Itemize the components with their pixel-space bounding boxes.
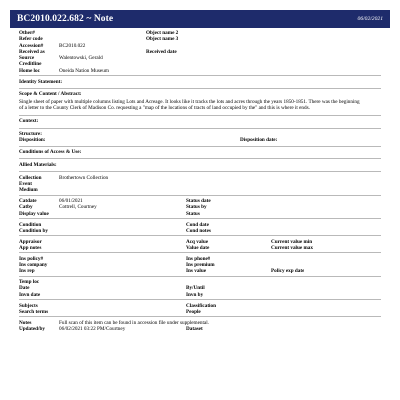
disposition-label: Disposition: (19, 137, 46, 144)
home-loc-label: Home loc (19, 67, 40, 74)
subjects-label: Subjects (19, 302, 38, 309)
updated-by-value: 06/02/2021 03:22 PM/Courtney (59, 325, 126, 332)
object-name2-label: Object name 2 (146, 30, 179, 36)
divider (19, 74, 381, 76)
catdate-value: 06/01/2021 (59, 198, 83, 205)
divider (19, 85, 381, 89)
cond-date-label: Cond date (186, 221, 209, 228)
divider (19, 234, 381, 236)
current-value-min-label: Current value min (271, 238, 313, 245)
classification-label: Classification (186, 302, 216, 309)
collection-value: Brothertown Collection (59, 174, 109, 181)
source-label: Source (19, 55, 35, 62)
by-until-label: By/Until (186, 285, 205, 292)
allied-label: Allied Materials: (19, 161, 57, 168)
ins-policy-label: Ins policy# (19, 255, 44, 262)
divider (19, 155, 381, 159)
record-date: 06/02/2021 (357, 15, 383, 22)
status-date-label: Status date (186, 198, 211, 205)
other-num-label: Other# (19, 30, 35, 36)
cond-notes-label: Cond notes (186, 227, 211, 234)
scope-label: Scope & Content / Abstract: (19, 91, 82, 98)
value-date-label: Value date (186, 244, 210, 251)
record-content (10, 28, 390, 332)
ins-phone-label: Ins phone# (186, 255, 211, 262)
divider (19, 251, 381, 253)
accession-label: Accession# (19, 42, 44, 49)
divider (19, 275, 381, 277)
structure-label: Structure: (19, 131, 42, 138)
scope-text: Single sheet of paper with multiple columns listing Lots and Acreage. It looks like it tracks the lots and acres through the years 1850-1851. There was the beginning of a letter to the County Clerk of Madison Co. requesting a "map of the locations of tracts of land occupied by the" and this is where it ends. (19, 99, 360, 112)
record-title-bar (10, 10, 390, 28)
catby-label: Catby (19, 204, 33, 211)
object-name3-label: Object name 3 (146, 36, 179, 43)
divider (19, 315, 381, 317)
date-label: Date (19, 285, 30, 292)
identity-statement-label: Identity Statement: (19, 78, 63, 85)
invn-date-label: Invn date (19, 291, 41, 298)
condition-by-label: Condition by (19, 227, 48, 234)
app-notes-label: App notes (19, 244, 42, 251)
people-label: People (186, 308, 201, 315)
ins-company-label: Ins company (19, 262, 48, 269)
accession-value: BC2010.022 (59, 42, 86, 49)
medium-label: Medium (19, 187, 38, 194)
status-by-label: Status by (186, 204, 207, 211)
divider (19, 144, 381, 147)
record-title: BC2010.022.682 ~ Note (17, 13, 114, 24)
notes-label: Notes (19, 319, 32, 326)
divider (19, 168, 381, 172)
ins-rep-label: Ins rep (19, 268, 35, 275)
updated-by-label: Updated/by (19, 325, 45, 332)
divider (19, 125, 381, 129)
refer-code-label: Refer code (19, 36, 43, 43)
ins-value-label: Ins value (186, 268, 207, 275)
collection-label: Collection (19, 174, 42, 181)
status-label: Status (186, 210, 200, 217)
source-value: Walentowski, Gerald (59, 55, 103, 62)
divider (19, 194, 381, 196)
acq-value-label: Acq value (186, 238, 209, 245)
temp-loc-label: Temp loc (19, 279, 40, 286)
invn-by-label: Invn by (186, 291, 204, 298)
condition-label: Condition (19, 221, 42, 228)
appraisor-label: Appraisor (19, 238, 42, 245)
catby-value: Cottrell, Courtney (59, 204, 97, 211)
row-updated (19, 326, 381, 332)
divider (19, 217, 381, 219)
conditions-label: Conditions of Access & Use: (19, 149, 82, 156)
catdate-label: Catdate (19, 198, 37, 205)
current-value-max-label: Current value max (271, 244, 313, 251)
ins-premium-label: Ins premium (186, 262, 215, 269)
disposition-date-label: Disposition date: (240, 137, 278, 144)
received-as-label: Received as (19, 48, 45, 55)
creditline-label: Creditline (19, 61, 42, 68)
home-loc-value: Oneida Nation Museum (59, 67, 109, 74)
dataset-label: Dataset (186, 325, 203, 332)
event-label: Event (19, 181, 32, 188)
divider (19, 114, 381, 116)
notes-value: Full scan of this item can be found in accession file under supplemental. (59, 319, 209, 326)
context-label: Context: (19, 118, 39, 125)
received-date-label: Received date (146, 48, 177, 55)
search-terms-label: Search terms (19, 308, 49, 315)
policy-exp-date-label: Policy exp date (271, 268, 305, 275)
divider (19, 298, 381, 300)
display-value-label: Display value (19, 210, 49, 217)
